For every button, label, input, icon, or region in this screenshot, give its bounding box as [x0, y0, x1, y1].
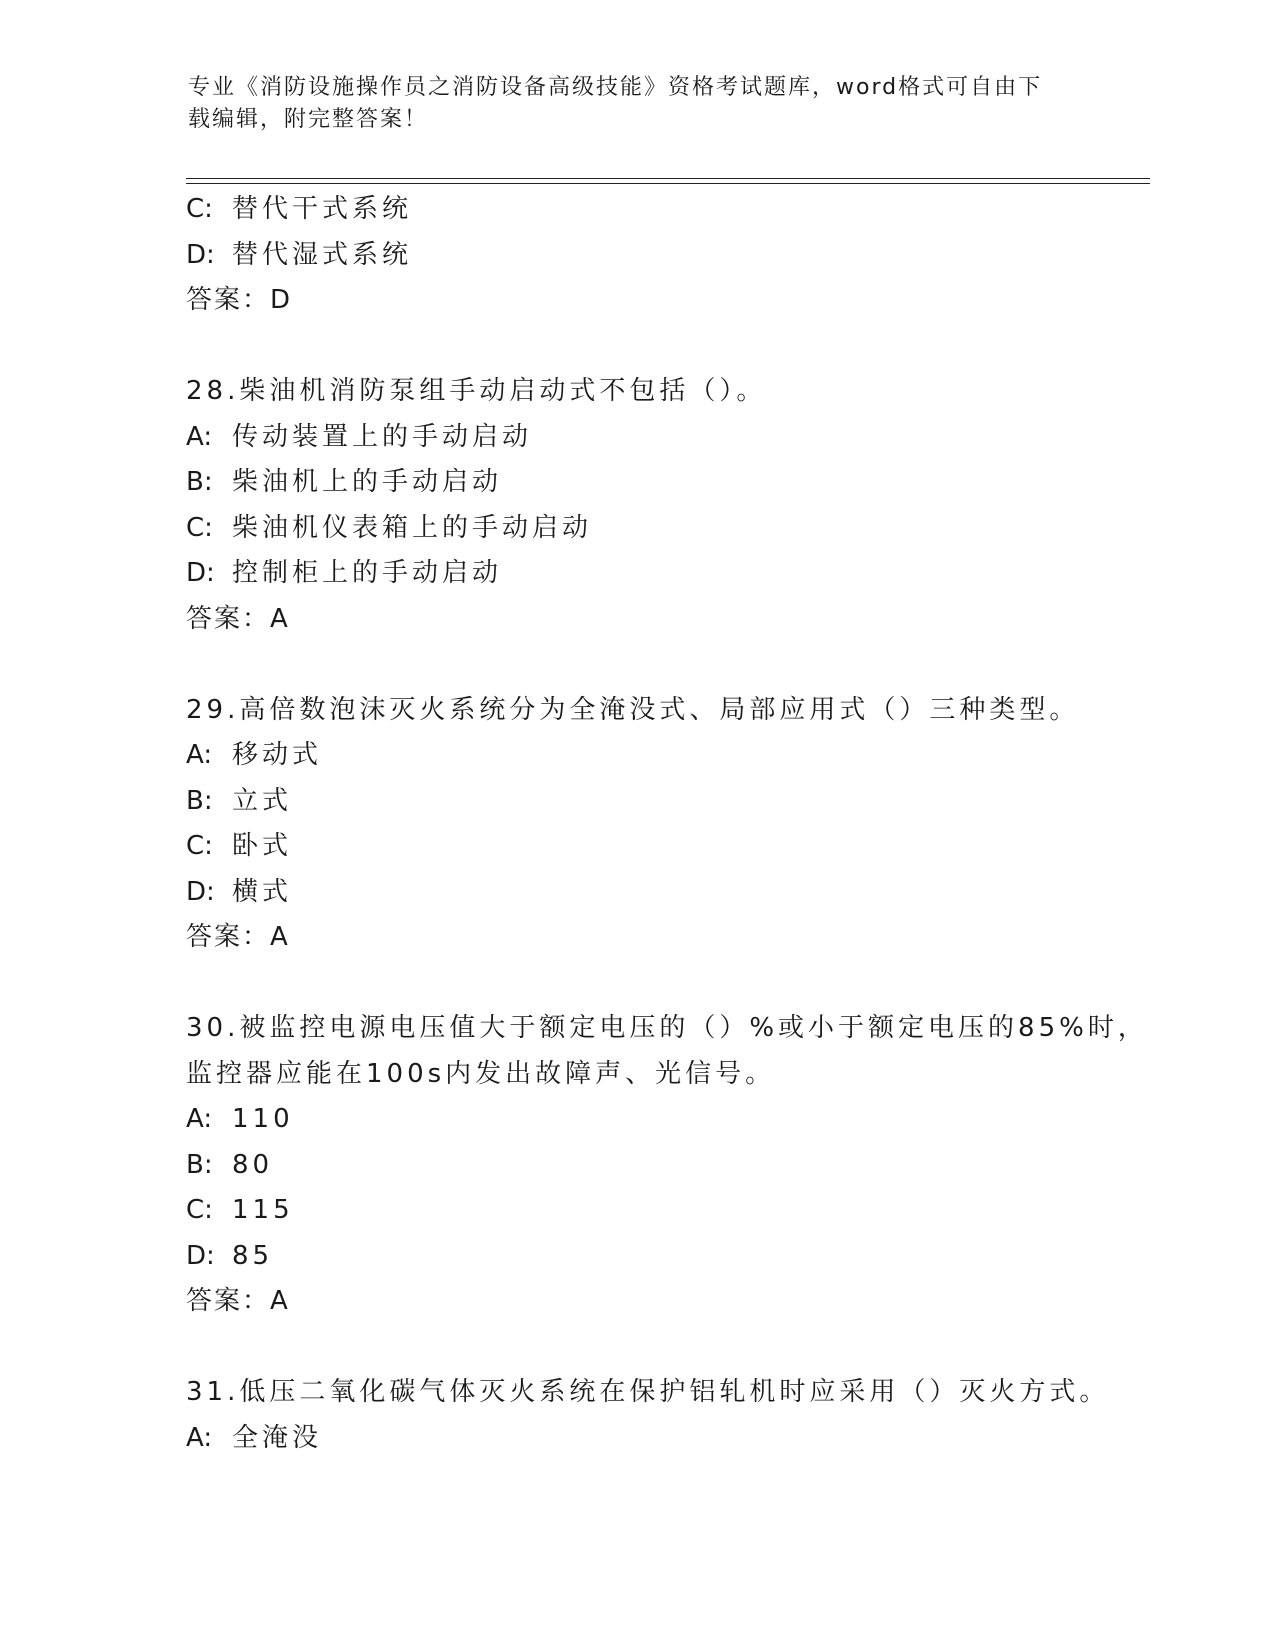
header-line-2: 载编辑，附完整答案！: [188, 107, 429, 132]
option-a: A: 110: [186, 1104, 294, 1134]
question-text: 28.柴油机消防泵组手动启动式不包括（）。: [186, 376, 767, 406]
answer-line: 答案：A: [186, 603, 290, 634]
header-line-1: 专业《消防设施操作员之消防设备高级技能》资格考试题库，word格式可自由下: [188, 75, 1043, 100]
question-text-continued: 监控器应能在100s内发出故障声、光信号。: [186, 1058, 776, 1089]
option-c: C: 115: [186, 1195, 294, 1225]
answer-line: 答案：A: [186, 922, 290, 952]
option-d: D: 替代湿式系统: [186, 239, 413, 270]
option-c: C: 卧式: [186, 831, 293, 861]
option-d: D: 85: [186, 1240, 274, 1271]
question-block: [186, 1370, 1110, 1461]
option-a: A: 传动装置上的手动启动: [186, 421, 533, 452]
option-d: D: 横式: [186, 876, 293, 907]
option-a: A: 移动式: [186, 740, 323, 770]
answer-line: 答案：D: [186, 285, 293, 315]
question-block: [186, 1006, 1148, 1325]
question-text: 30.被监控电源电压值大于额定电压的（）%或小于额定电压的85%时，: [186, 1013, 1148, 1043]
option-b: B: 立式: [186, 785, 293, 816]
question-block: [186, 187, 1086, 324]
header-rule-top: [186, 178, 1150, 179]
question-list: [186, 187, 1148, 1461]
answer-line: 答案：A: [186, 1286, 290, 1316]
option-c: C: 替代干式系统: [186, 194, 413, 224]
question-text: 31.低压二氧化碳气体灭火系统在保护铝轧机时应采用（）灭火方式。: [186, 1377, 1110, 1407]
option-c: C: 柴油机仪表箱上的手动启动: [186, 512, 593, 543]
option-b: B: 柴油机上的手动启动: [186, 467, 503, 497]
option-b: B: 80: [186, 1149, 274, 1180]
question-text: 29.高倍数泡沫灭火系统分为全淹没式、局部应用式（）三种类型。: [186, 694, 1080, 725]
document-header: [188, 72, 1068, 136]
question-block: [186, 688, 1086, 961]
question-block: [186, 369, 1086, 642]
header-rule-bottom: [186, 183, 1150, 184]
option-a: A: 全淹没: [186, 1422, 323, 1453]
option-d: D: 控制柜上的手动启动: [186, 558, 503, 588]
